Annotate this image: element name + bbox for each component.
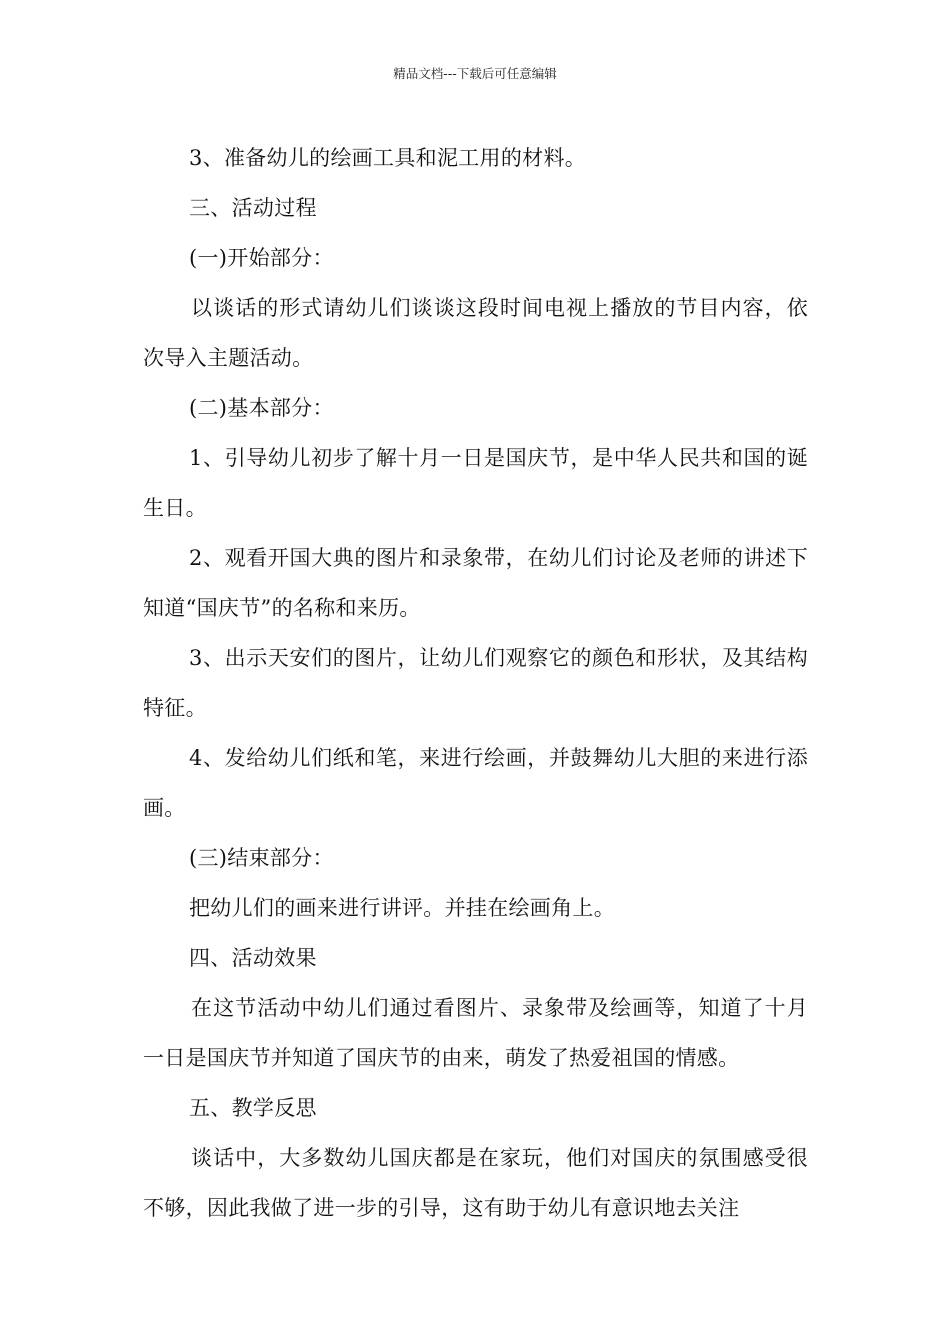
- paragraph-reflection: 谈话中，大多数幼儿国庆都是在家玩，他们对国庆的氛围感受很不够，因此我做了进一步的引导，这有助于幼儿有意识地去关注: [143, 1146, 808, 1220]
- paragraph-step-1: 1、引导幼儿初步了解十月一日是国庆节，是中华人民共和国的诞生日。: [143, 446, 808, 520]
- paragraph-ending: 把幼儿们的画来进行讲评。并挂在绘画角上。: [189, 896, 615, 920]
- heading-activity-process: 三、活动过程: [189, 196, 317, 220]
- paragraph-effect: 在这节活动中幼儿们通过看图片、录象带及绘画等，知道了十月一日是国庆节并知道了国庆节的由来，萌发了热爱祖国的情感。: [143, 996, 808, 1070]
- page-header: 精品文档---下载后可任意编辑: [393, 66, 557, 81]
- paragraph-prep-materials: 3、准备幼儿的绘画工具和泥工用的材料。: [189, 146, 587, 170]
- paragraph-step-2: 2、观看开国大典的图片和录象带，在幼儿们讨论及老师的讲述下知道“国庆节”的名称和来历。: [143, 546, 808, 620]
- heading-teaching-reflection: 五、教学反思: [189, 1096, 317, 1120]
- paragraph-step-3: 3、出示天安们的图片，让幼儿们观察它的颜色和形状，及其结构特征。: [143, 646, 808, 720]
- paragraph-step-4: 4、发给幼儿们纸和笔，来进行绘画，并鼓舞幼儿大胆的来进行添画。: [143, 746, 808, 820]
- subheading-basic: (二)基本部分：: [189, 396, 334, 420]
- heading-activity-effect: 四、活动效果: [189, 946, 317, 970]
- subheading-opening: (一)开始部分：: [189, 246, 334, 270]
- paragraph-opening-talk: 以谈话的形式请幼儿们谈谈这段时间电视上播放的节目内容，依次导入主题活动。: [143, 296, 808, 370]
- document-body: [143, 133, 808, 1233]
- subheading-ending: (三)结束部分：: [189, 846, 334, 870]
